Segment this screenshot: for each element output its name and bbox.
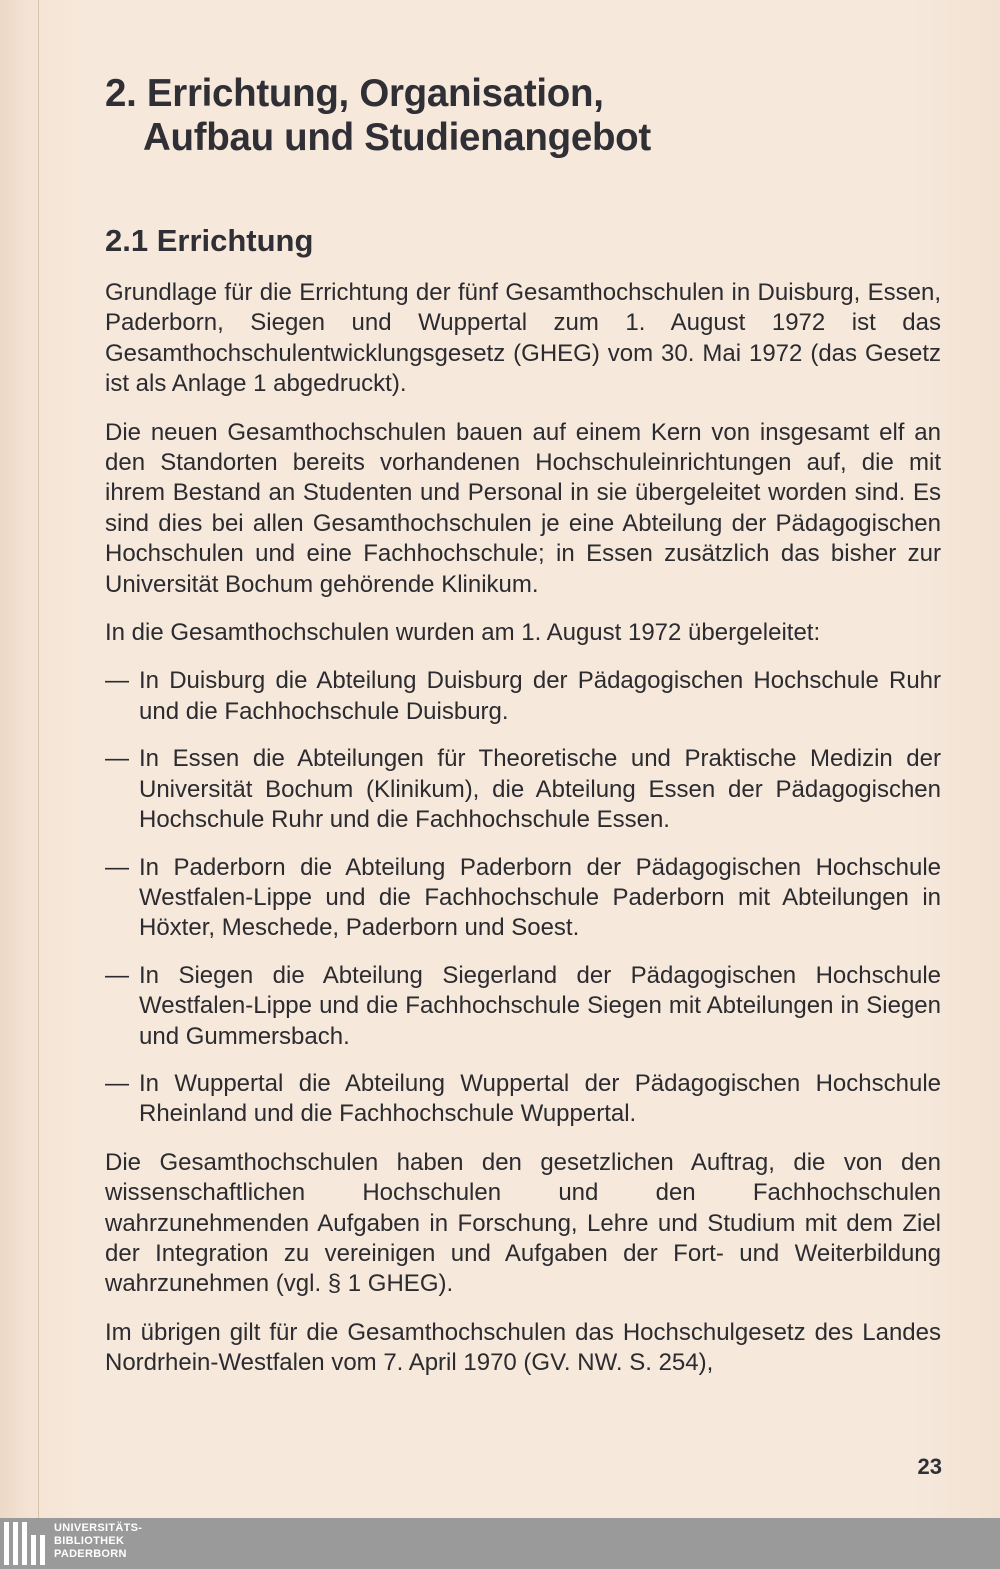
list-dash: — bbox=[105, 853, 129, 881]
paragraph: Die neuen Gesamthochschulen bauen auf einem Kern von insgesamt elf an den Standorten bereits vorhandenen Hochschuleinrichtungen auf, die mit ihrem Bestand an Studenten und Personal in sie übergeleitet worden sind. Es sind dies bei allen Gesamthochschulen je eine Abteilung der Pädagogischen Hochschulen und eine Fachhochschule; in Essen zusätzlich das bisher zur Universität Bochum gehörende Klinikum. bbox=[105, 418, 941, 598]
paragraph: Im übrigen gilt für die Gesamthochschulen das Hochschulgesetz des Landes Nordrhein-Westfalen vom 7. April 1970 (GV. NW. S. 254), bbox=[105, 1318, 941, 1377]
list-item-text: In Duisburg die Abteilung Duisburg der Pädagogischen Hochschule Ruhr und die Fachhochschule Duisburg. bbox=[139, 667, 941, 725]
list-item-text: In Siegen die Abteilung Siegerland der Pädagogischen Hochschule Westfalen-Lippe und die Fachhochschule Siegen mit Abteilungen in Siegen und Gummersbach. bbox=[139, 961, 941, 1050]
logo-line: PADERBORN bbox=[54, 1548, 127, 1560]
paragraph: In die Gesamthochschulen wurden am 1. August 1972 übergeleitet: bbox=[105, 619, 821, 647]
paragraph: Die Gesamthochschulen haben den gesetzlichen Auftrag, die von den wissenschaftlichen Hochschulen und den Fachhochschulen wahrzunehmenden Aufgaben in Forschung, Lehre und Studium mit dem Ziel der Integration zu vereinigen und Aufgaben der Fort- und Weiterbildung wahrzunehmen (vgl. § 1 GHEG). bbox=[105, 1148, 941, 1298]
library-logo-text bbox=[54, 1522, 142, 1561]
list-item bbox=[105, 961, 941, 1052]
list-dash: — bbox=[105, 745, 129, 773]
chapter-title bbox=[105, 72, 651, 160]
page-gutter bbox=[38, 0, 39, 1518]
body-text bbox=[105, 278, 941, 1397]
library-logo-icon bbox=[4, 1522, 45, 1565]
chapter-title-line1: 2. Errichtung, Organisation, bbox=[105, 72, 604, 115]
list-item bbox=[105, 1069, 941, 1130]
list-item-text: In Wuppertal die Abteilung Wuppertal der Pädagogischen Hochschule Rheinland und die Fachhochschule Wuppertal. bbox=[139, 1069, 941, 1128]
list-item bbox=[105, 666, 941, 727]
list-dash: — bbox=[105, 667, 129, 695]
section-title: 2.1 Errichtung bbox=[105, 223, 314, 258]
list-dash: — bbox=[105, 961, 129, 989]
page-number: 23 bbox=[917, 1454, 942, 1479]
list-item bbox=[105, 744, 941, 835]
list-item bbox=[105, 853, 941, 944]
library-footer-bar bbox=[0, 1518, 1000, 1569]
list-item-text: In Paderborn die Abteilung Paderborn der Pädagogischen Hochschule Westfalen-Lippe und die Fachhochschule Paderborn mit Abteilungen in Höxter, Meschede, Paderborn und Soest. bbox=[139, 853, 941, 942]
list-item-text: In Essen die Abteilungen für Theoretische und Praktische Medizin der Universität Bochum (Klinikum), die Abteilung Essen der Pädagogischen Hochschule Ruhr und die Fachhochschule Essen. bbox=[139, 745, 941, 834]
logo-line: BIBLIOTHEK bbox=[54, 1535, 125, 1547]
chapter-title-line2: Aufbau und Studienangebot bbox=[143, 116, 651, 159]
transfer-list bbox=[105, 666, 941, 1129]
paragraph: Grundlage für die Errichtung der fünf Gesamthochschulen in Duisburg, Essen, Paderborn, Siegen und Wuppertal zum 1. August 1972 ist das Gesamthochschulentwicklungsgesetz (GHEG) vom 30. Mai 1972 (das Gesetz ist als Anlage 1 abgedruckt). bbox=[105, 279, 941, 398]
list-dash: — bbox=[105, 1069, 129, 1097]
logo-line: UNIVERSITÄTS- bbox=[54, 1522, 143, 1534]
